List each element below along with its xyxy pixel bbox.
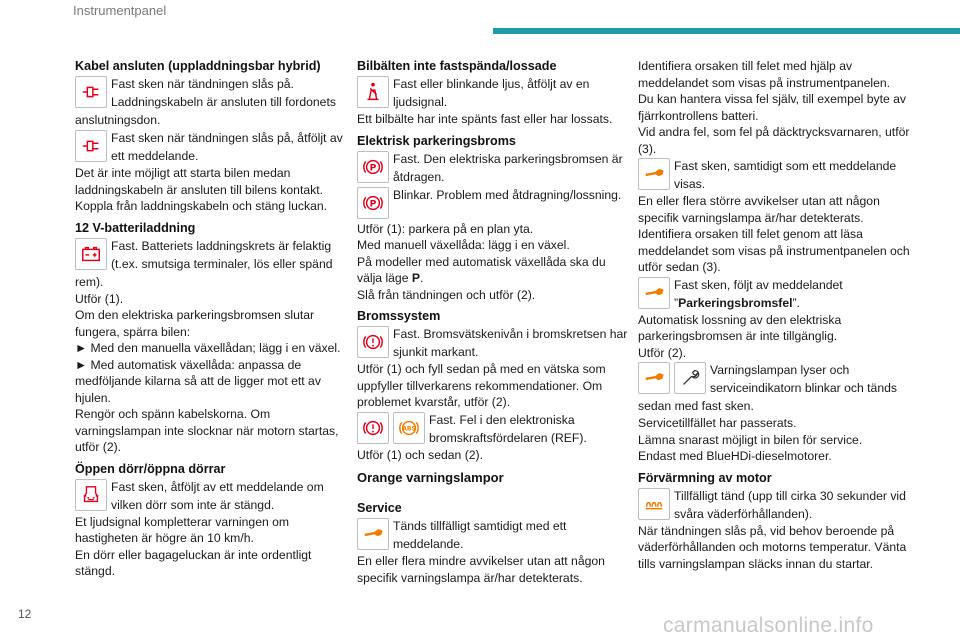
paragraph: En eller flera mindre avvikelser utan att någon specifik varningslampa är/har detekterats. [357,554,605,585]
page-number: 12 [18,607,32,621]
entry-battery: Fast. Batteriets laddningskrets är felaktig (t.ex. smutsiga terminaler, lös eller spänd rem). [75,238,333,289]
parking-brake-icon [357,187,389,219]
seatbelt-icon [357,76,389,108]
column-1 [75,58,347,580]
section-title-orange-lamps: Orange varningslampor [357,470,504,485]
paragraph: Et ljudsignal kompletterar varningen om hastigheten är högre än 10 km/h. [75,514,290,545]
paragraph: Lämna snarast möjligt in bilen för service. [638,432,863,447]
charging-plug-icon [75,130,107,162]
entry-seatbelt: Fast eller blinkande ljus, åtföljt av en ljudsignal. [357,75,629,111]
header-accent-bar [493,28,960,34]
header-title: Instrumentpanel [73,3,167,18]
watermark: carmanualsonline.info [663,614,874,637]
paragraph: En dörr eller bagageluckan är inte ordentligt stängd. [75,547,312,578]
paragraph: Utför (1). [75,291,124,306]
brake-warning-icon [357,412,389,444]
wrench-icon [638,158,670,190]
wrench-icon [638,277,670,309]
section-title-seatbelt: Bilbälten inte fastspända/lossade [357,59,557,73]
paragraph: Servicetillfället har passerats. [638,416,797,430]
column-2 [357,58,629,586]
svg-text:ABS: ABS [402,424,416,432]
section-title-parking-brake: Elektrisk parkeringsbroms [357,133,516,148]
section-title-door-open: Öppen dörr/öppna dörrar [75,461,226,476]
section-title-charging-cable: Kabel ansluten (uppladdningsbar hybrid) [75,59,321,73]
entry-preheating: Tillfälligt tänd (upp till cirka 30 sekunder vid svåra väderförhållanden). [638,487,910,523]
paragraph: Slå från tändningen och utför (2). [357,287,536,302]
column-3 [638,58,910,572]
paragraph: Rengör och spänn kabelskorna. Om varningslampan inte slocknar när motorn startas, utför (2). [75,407,339,454]
section-title-brake-system: Bromssystem [357,309,441,323]
section-title-battery: 12 V-batteriladdning [75,220,196,235]
wrench-icon [357,518,389,550]
entry-parking-brake-1: P Fast. Den elektriska parkeringsbromsen är åtdragen. [357,150,629,186]
paragraph: På modeller med automatisk växellåda ska du välja läge P. [357,254,606,285]
paragraph: Utför (2). [638,345,687,360]
paragraph: Endast med BlueHDi-dieselmotorer. [638,449,832,463]
entry-parking-brake-2: P Blinkar. Problem med åtdragning/lossning. [357,186,629,221]
paragraph: Utför (1): parkera på en plan yta. [357,221,534,236]
abs-warning-icon [393,412,425,444]
paragraph: Med manuell växellåda: lägg i en växel. [357,238,570,252]
battery-icon [75,238,107,270]
entry-charging-cable-1: Fast sken när tändningen slås på. Laddningskabeln är ansluten till fordonets anslutningsdon. [75,77,336,127]
door-open-icon [75,479,107,511]
entry-brake-system-2: ABS Fast. Fel i den elektroniska bromskraftsfördelaren (REF). [357,411,629,447]
paragraph: Du kan hantera vissa fel själv, till exempel byte av fjärrkontrollens batteri. [638,92,907,123]
entry-service-major: Fast sken, samtidigt som ett meddelande visas. [638,157,910,193]
paragraph: Identifiera orsaken till felet med hjälp av meddelandet som visas på instrumentpanelen. [638,59,891,90]
section-title-preheating: Förvärmning av motor [638,470,772,485]
paragraph: ► Med automatisk växellåda: anpassa de medföljande kilarna så att de ligger mot ett av hjulen. [75,357,321,405]
entry-charging-cable-2: Fast sken när tändningen slås på, åtföljt av ett meddelande. [75,129,347,165]
brake-warning-icon [357,326,389,358]
entry-brake-system-1: Fast. Bromsvätskenivån i bromskretsen har sjunkit markant. [357,325,629,361]
entry-service: Tänds tillfälligt samtidigt med ett meddelande. [357,517,629,553]
paragraph: En eller flera större avvikelser utan att någon specifik varningslampa är/har detekterats. [638,194,880,225]
parking-brake-icon [357,151,389,183]
charging-plug-icon [75,76,107,108]
svg-text:P: P [369,198,377,210]
wrench-icon [638,362,670,394]
entry-door-open: Fast sken, åtföljt av ett meddelande om vilken dörr som inte är stängd. [75,478,347,514]
paragraph: Om den elektriska parkeringsbromsen slutar fungera, spärra bilen: [75,308,315,339]
entry-parking-brake-fault: Fast sken, följt av meddelandet ”Parkeringsbromsfel”. [638,276,910,312]
service-spanner-icon [674,362,706,394]
paragraph: Utför (1) och sedan (2). [357,447,483,462]
svg-text:P: P [369,162,377,174]
glow-plug-icon [638,488,670,520]
paragraph: Identifiera orsaken till felet genom att läsa meddelandet som visas på instrumentpanelen och utför sedan (3). [638,227,910,274]
section-title-service: Service [357,501,402,515]
paragraph: Vid andra fel, som fel på däcktrycksvarnaren, utför (3). [638,125,910,156]
paragraph: Det är inte möjligt att starta bilen medan laddningskabeln är ansluten till bilens kontakt. Koppla från laddningskabeln och stäng luckan. [75,166,328,213]
paragraph: Automatisk lossning av den elektriska parkeringsbromsen är inte tillgänglig. [638,312,842,343]
paragraph: ► Med den manuella växellådan; lägg i en växel. [75,341,341,355]
paragraph: När tändningen slås på, vid behov beroende på väderförhållanden och motorns temperatur. Vänta tills varningslampan släcks innan du startar. [638,523,907,571]
entry-service-overdue: Varningslampan lyser och serviceindikatorn blinkar och tänds sedan med fast sken. [638,363,897,413]
paragraph: Ett bilbälte har inte spänts fast eller har lossats. [357,112,613,126]
paragraph: Utför (1) och fyll sedan på med en vätska som uppfyller tillverkarens rekommendationer. Om problemet kvarstår, utför (2). [357,362,606,409]
